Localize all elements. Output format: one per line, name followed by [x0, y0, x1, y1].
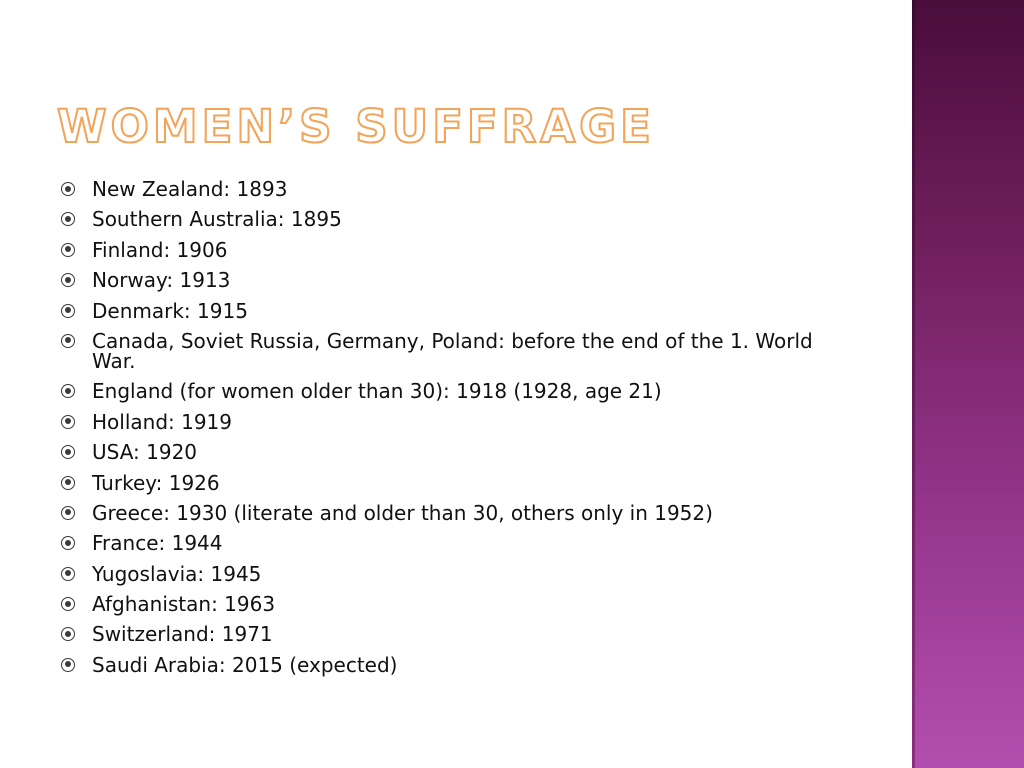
list-item [60, 622, 860, 647]
list-item [60, 531, 860, 556]
circled-dot-icon [61, 384, 75, 398]
list-item [60, 440, 860, 465]
circled-dot-icon [61, 273, 75, 287]
list-item [60, 409, 860, 434]
list-item [60, 379, 860, 404]
decorative-side-band [912, 0, 1024, 768]
list-item [60, 561, 860, 586]
circled-dot-icon [61, 182, 75, 196]
list-item [60, 207, 860, 232]
circled-dot-icon [61, 243, 75, 257]
circled-dot-icon [61, 334, 75, 348]
list-item-text: Finland: 1906 [92, 237, 228, 262]
list-item-text: Holland: 1919 [92, 409, 233, 434]
list-item-text: France: 1944 [92, 531, 223, 556]
circled-dot-icon [61, 476, 75, 490]
bullet-list [60, 179, 860, 685]
circled-dot-icon [61, 536, 75, 550]
circled-dot-icon [61, 627, 75, 641]
circled-dot-icon [61, 415, 75, 429]
circled-dot-icon [61, 597, 75, 611]
list-item-text: Switzerland: 1971 [92, 622, 273, 647]
list-item [60, 237, 860, 262]
list-item-text: Turkey: 1926 [92, 470, 220, 495]
list-item [60, 298, 860, 323]
list-item [60, 179, 860, 199]
list-item-text: Yugoslavia: 1945 [92, 561, 262, 586]
list-item-text: Norway: 1913 [92, 268, 231, 293]
list-item-text: Greece: 1930 (literate and older than 30, others only in 1952) [92, 500, 713, 525]
list-item-text: Denmark: 1915 [92, 298, 248, 323]
circled-dot-icon [61, 445, 75, 459]
list-item-text: New Zealand: 1893 [92, 177, 288, 201]
list-item [60, 500, 860, 525]
list-item [60, 470, 860, 495]
list-item-text: Canada, Soviet Russia, Germany, Poland: before the end of the 1. World War. [92, 328, 813, 373]
list-item [60, 328, 860, 373]
circled-dot-icon [61, 567, 75, 581]
circled-dot-icon [61, 658, 75, 672]
circled-dot-icon [61, 212, 75, 226]
list-item [60, 592, 860, 617]
list-item-text: Southern Australia: 1895 [92, 207, 342, 232]
list-item-text: Afghanistan: 1963 [92, 592, 276, 617]
list-item-text: Saudi Arabia: 2015 (expected) [92, 652, 398, 677]
list-item [60, 268, 860, 293]
list-item-text: USA: 1920 [92, 440, 198, 465]
list-item [60, 652, 860, 677]
list-item-text: England (for women older than 30): 1918 (1928, age 21) [92, 379, 662, 404]
circled-dot-icon [61, 506, 75, 520]
circled-dot-icon [61, 304, 75, 318]
slide-title: WOMEN’S SUFFRAGE [57, 100, 655, 153]
